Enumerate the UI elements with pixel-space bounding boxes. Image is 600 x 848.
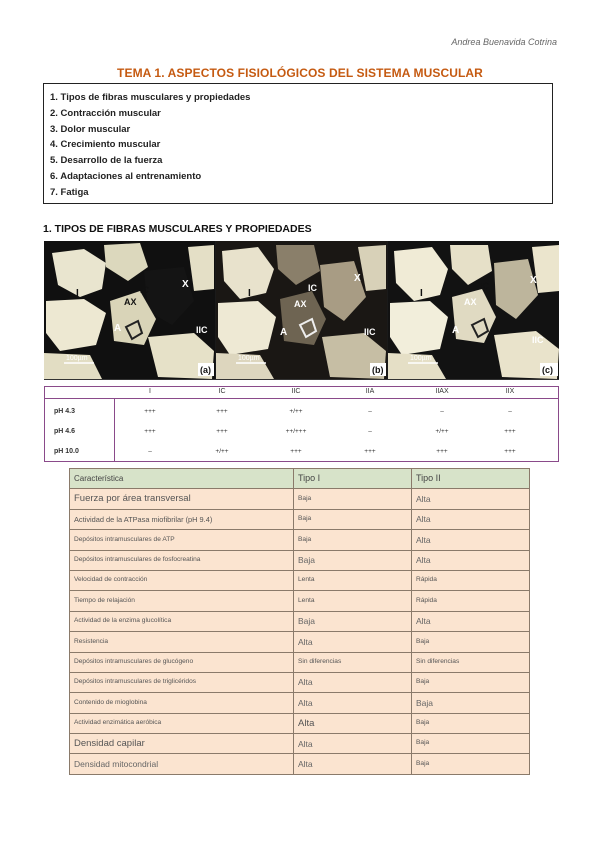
micrograph-image: [44, 241, 559, 379]
ph-cell: +++: [290, 448, 302, 455]
panel-tag: (a): [200, 365, 211, 375]
micro-label: A: [280, 327, 288, 338]
column-header: Tipo II: [412, 469, 530, 489]
micro-label: I: [420, 288, 423, 299]
table-cell: Resistencia: [70, 632, 294, 652]
micro-label: IC: [140, 285, 149, 295]
table-cell: Baja: [294, 509, 412, 529]
table-cell: Lenta: [294, 570, 412, 590]
micro-label: AX: [294, 299, 307, 309]
column-header: Tipo I: [294, 469, 412, 489]
ph-cell: –: [368, 408, 372, 415]
ph-row-label: pH 4.3: [54, 408, 76, 415]
ph-table-divider: [114, 398, 115, 462]
table-cell: Alta: [412, 509, 530, 529]
ph-row-label: pH 10.0: [54, 448, 79, 455]
micrograph-panel-a: [44, 241, 215, 379]
author-name: Andrea Buenavida Cotrina: [451, 37, 557, 47]
table-row: [70, 509, 530, 529]
micro-label: A: [452, 325, 460, 336]
table-cell: Baja: [294, 611, 412, 631]
toc-item: 7. Fatiga: [50, 186, 89, 198]
toc-item: 1. Tipos de fibras musculares y propiedades: [50, 92, 251, 103]
ph-row-label: pH 4.6: [54, 428, 76, 435]
page-title: TEMA 1. ASPECTOS FISIOLÓGICOS DEL SISTEMA MUSCULAR: [117, 66, 483, 80]
table-cell: Alta: [294, 632, 412, 652]
column-header: Característica: [70, 469, 294, 489]
scale-bar-label: 100µm: [66, 355, 88, 362]
toc-item: 2. Contracción muscular: [50, 107, 161, 119]
table-cell: Densidad capilar: [70, 734, 294, 754]
ph-cell: –: [440, 408, 444, 415]
table-cell: Actividad de la ATPasa miofibrilar (pH 9.4): [70, 509, 294, 529]
muscle-fiber-micrograph: [44, 241, 559, 380]
ph-cell: +/++: [215, 448, 229, 455]
table-cell: Baja: [412, 693, 530, 713]
micro-label: IC: [308, 283, 317, 293]
ph-cell: +++: [504, 428, 516, 435]
table-cell: Lenta: [294, 591, 412, 611]
ph-cell: +++: [436, 448, 448, 455]
micrograph-panel-b: [216, 241, 387, 379]
ph-cell: +++: [504, 448, 516, 455]
table-row: [70, 530, 530, 550]
micro-label: X: [354, 273, 361, 284]
toc-item: 3. Dolor muscular: [50, 123, 131, 135]
ph-col-header: I: [149, 388, 151, 395]
table-cell: Depósitos intramusculares de glucógeno: [70, 652, 294, 672]
table-cell: Alta: [412, 611, 530, 631]
scale-bar-label: 100µm: [238, 355, 260, 362]
micrograph-panel-c: [388, 241, 559, 379]
table-cell: Actividad enzimática aeróbica: [70, 713, 294, 733]
panel-tag: (c): [542, 365, 553, 375]
table-cell: Alta: [412, 530, 530, 550]
table-row: [70, 570, 530, 590]
ph-col-header: IC: [218, 388, 226, 395]
table-cell: Baja: [412, 632, 530, 652]
table-row: [70, 754, 530, 774]
table-cell: Alta: [294, 734, 412, 754]
ph-cell: +++: [144, 408, 156, 415]
micro-label: IC: [480, 281, 489, 291]
ph-col-header: IIC: [291, 388, 301, 395]
table-row: [70, 489, 530, 509]
micro-label: X: [182, 279, 189, 290]
micro-label: IIC: [196, 325, 208, 335]
table-row: [70, 713, 530, 733]
ph-cell: +/++: [289, 408, 303, 415]
table-cell: Contenido de mioglobina: [70, 693, 294, 713]
table-cell: Alta: [294, 713, 412, 733]
table-cell: Depósitos intramusculares de fosfocreatina: [70, 550, 294, 570]
table-cell: Baja: [412, 672, 530, 692]
table-cell: Actividad de la enzima glucolítica: [70, 611, 294, 631]
ph-col-header: IIX: [505, 388, 515, 395]
table-row: [70, 550, 530, 570]
micro-label: AX: [464, 297, 477, 307]
micro-label: IIC: [532, 335, 544, 345]
table-cell: Baja: [412, 734, 530, 754]
table-cell: Fuerza por área transversal: [70, 489, 294, 509]
toc-item: 5. Desarrollo de la fuerza: [50, 155, 163, 167]
ph-cell: +++: [216, 408, 228, 415]
table-cell: Depósitos intramusculares de triglicéridos: [70, 672, 294, 692]
toc-item: 6. Adaptaciones al entrenamiento: [50, 170, 202, 182]
table-cell: Alta: [294, 754, 412, 774]
table-header-row: [70, 469, 530, 489]
table-row: [70, 672, 530, 692]
toc-item: 4. Crecimiento muscular: [50, 139, 161, 151]
table-cell: Rápida: [412, 591, 530, 611]
ph-cell: ++/+++: [285, 428, 307, 435]
ph-col-header: IIAX: [435, 388, 449, 395]
fiber-characteristics-table: [69, 468, 530, 775]
table-row: [70, 734, 530, 754]
micro-label: I: [248, 288, 251, 299]
table-cell: Baja: [412, 754, 530, 774]
table-cell: Sin diferencias: [294, 652, 412, 672]
micro-label: IIC: [364, 327, 376, 337]
table-cell: Alta: [294, 672, 412, 692]
ph-cell: –: [148, 448, 152, 455]
table-row: [70, 693, 530, 713]
table-cell: Tiempo de relajación: [70, 591, 294, 611]
table-cell: Velocidad de contracción: [70, 570, 294, 590]
table-cell: Sin diferencias: [412, 652, 530, 672]
ph-col-header: IIA: [365, 388, 375, 395]
table-of-contents: [43, 83, 553, 204]
table-cell: Depósitos intramusculares de ATP: [70, 530, 294, 550]
table-cell: Baja: [412, 713, 530, 733]
ph-cell: –: [508, 408, 512, 415]
table-cell: Alta: [412, 550, 530, 570]
ph-cell: +++: [364, 448, 376, 455]
scale-bar-label: 100µm: [410, 355, 432, 362]
table-cell: Alta: [294, 693, 412, 713]
micro-label: AX: [124, 297, 137, 307]
ph-table-divider: [44, 398, 559, 399]
section-heading: 1. TIPOS DE FIBRAS MUSCULARES Y PROPIEDADES: [43, 223, 312, 235]
ph-staining-table: [44, 386, 559, 462]
ph-cell: +/++: [435, 428, 449, 435]
micro-label: I: [76, 288, 79, 299]
panel-tag: (b): [372, 365, 384, 375]
table-row: [70, 611, 530, 631]
ph-cell: –: [368, 428, 372, 435]
table-row: [70, 591, 530, 611]
table-cell: Baja: [294, 550, 412, 570]
ph-cell: +++: [144, 428, 156, 435]
table-cell: Densidad mitocondrial: [70, 754, 294, 774]
micro-label: X: [530, 275, 537, 286]
table-cell: Alta: [412, 489, 530, 509]
table-cell: Baja: [294, 489, 412, 509]
table-row: [70, 652, 530, 672]
table-row: [70, 632, 530, 652]
micro-label: A: [114, 323, 122, 334]
table-cell: Rápida: [412, 570, 530, 590]
ph-cell: +++: [216, 428, 228, 435]
table-cell: Baja: [294, 530, 412, 550]
